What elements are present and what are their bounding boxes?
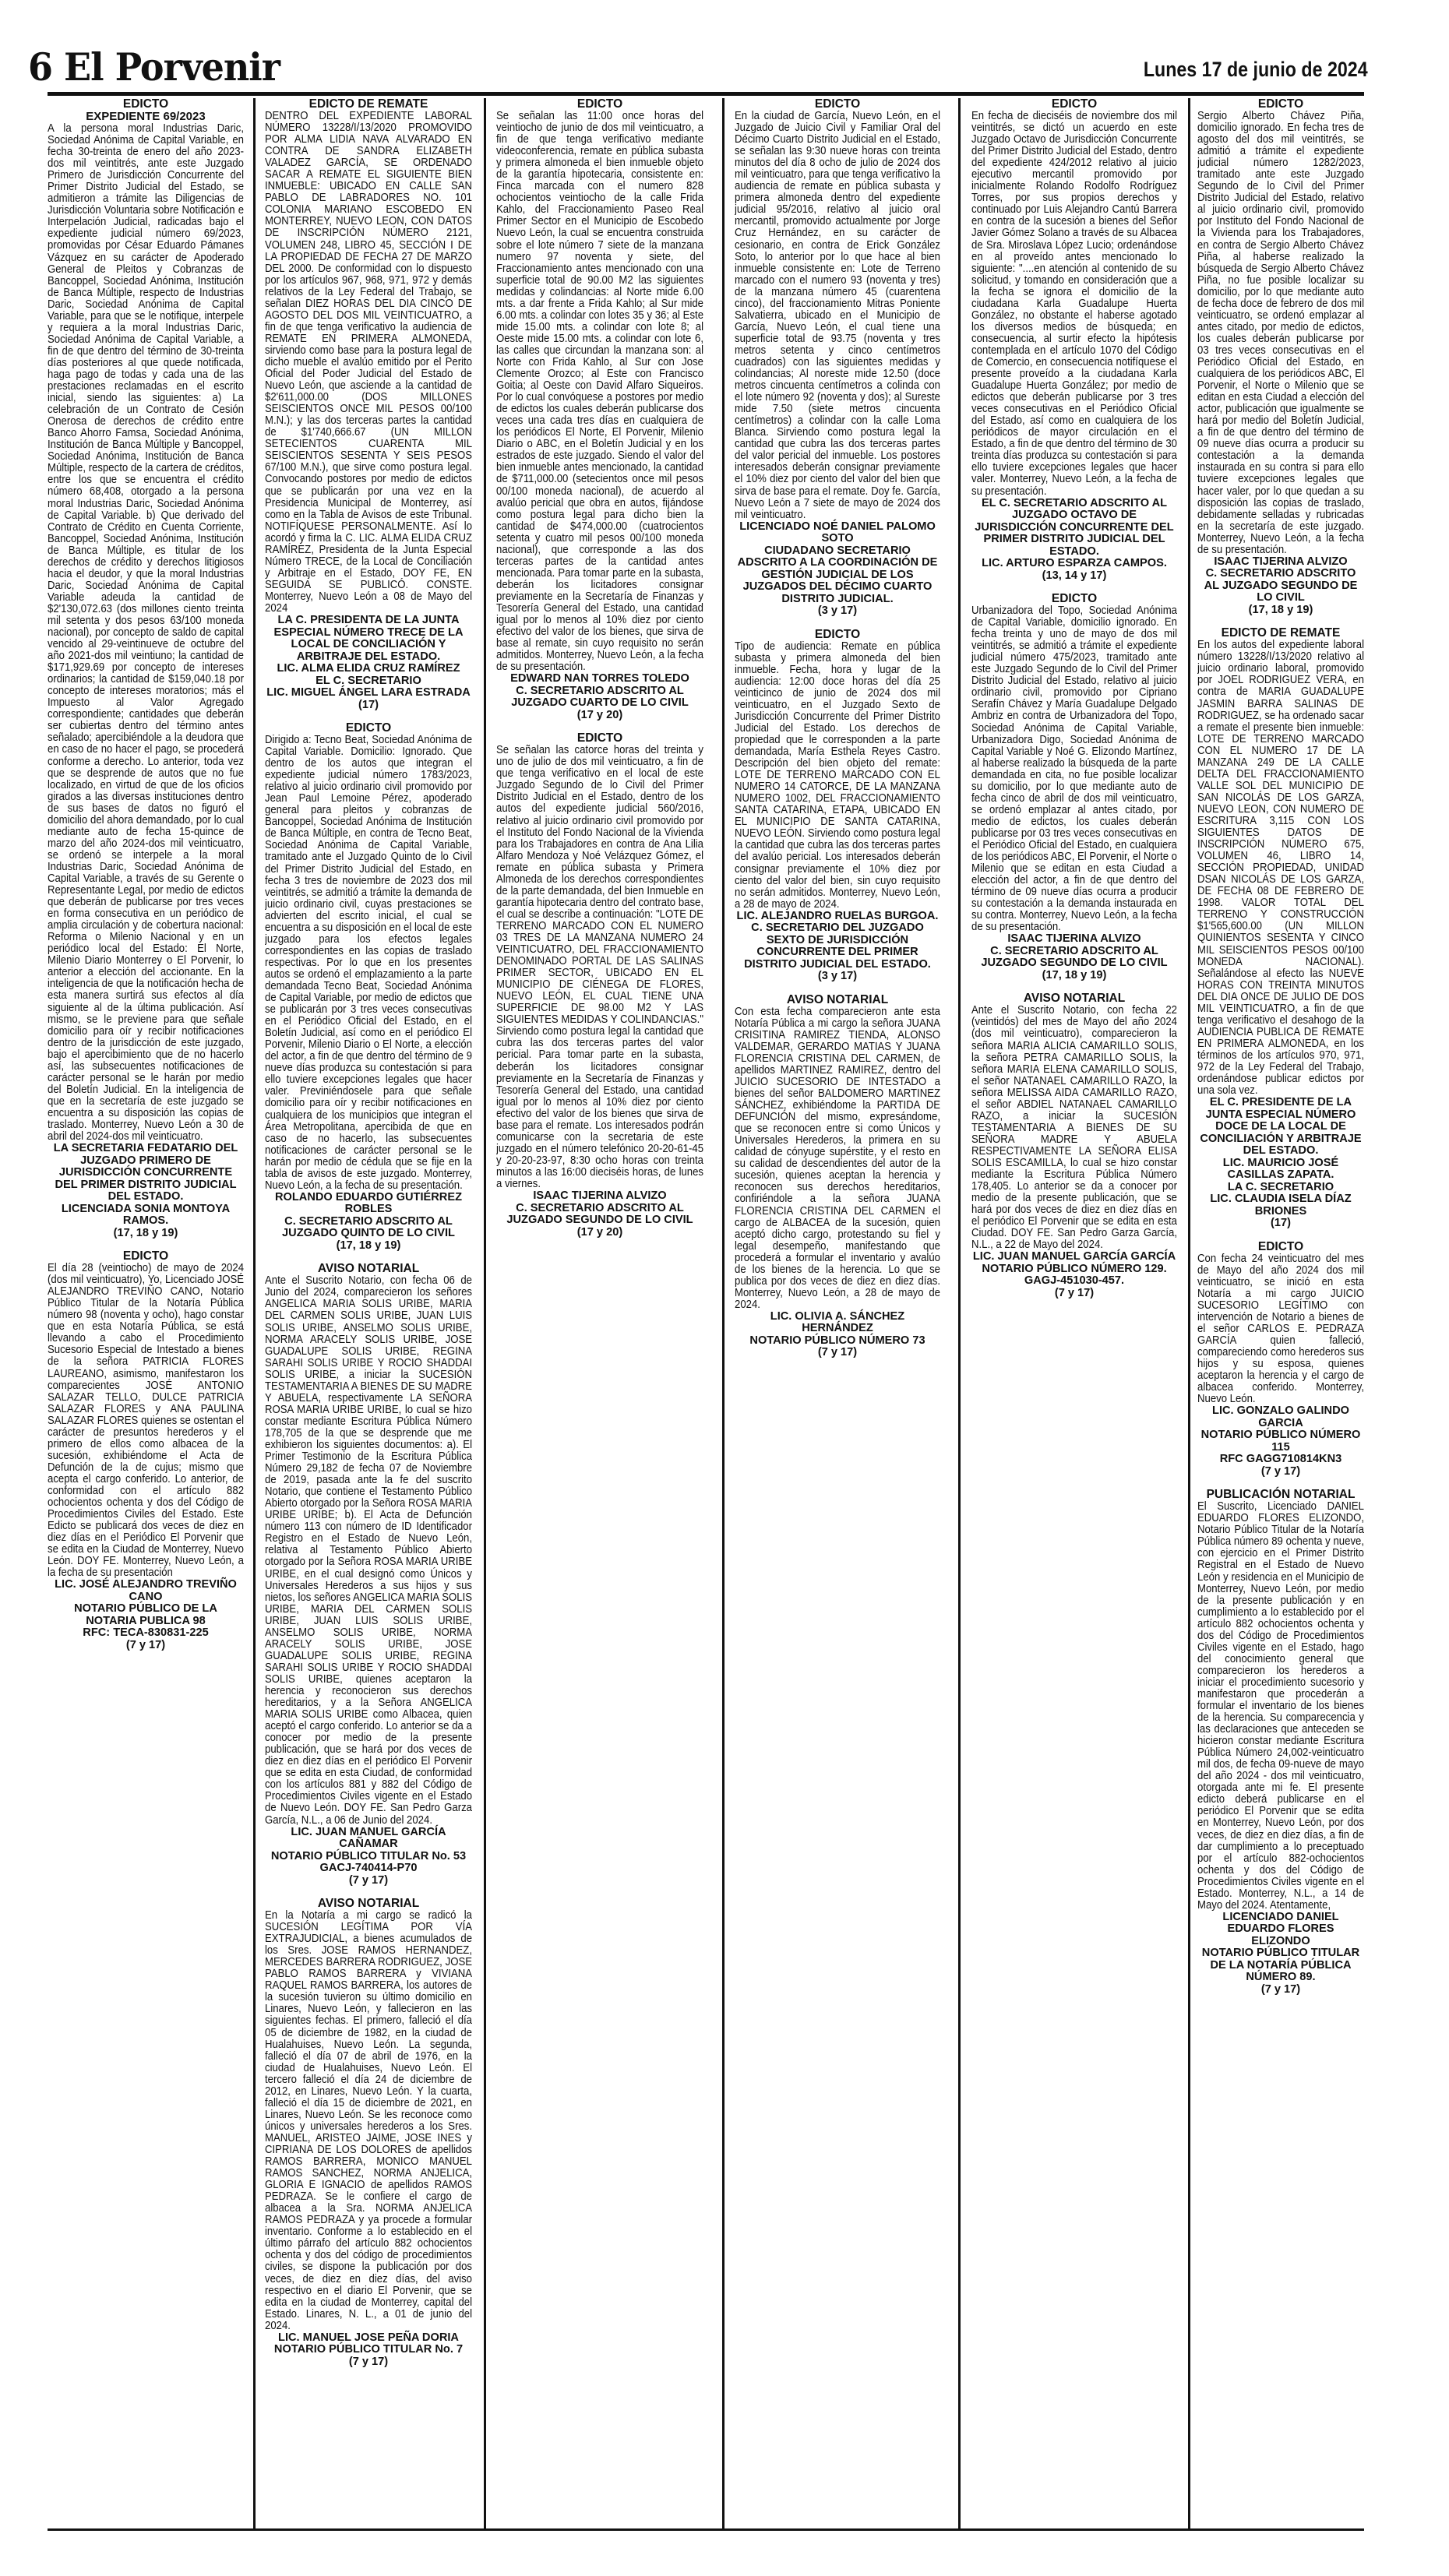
legal-notice <box>1197 98 1364 616</box>
notice-signature-line: C. SECRETARIO DEL JUZGADO SEXTO DE JURISDICCIÓN CONCURRENTE DEL PRIMER DISTRITO JUDICIAL DEL ESTADO. <box>744 922 931 971</box>
publication-dates: (7 y 17) <box>348 1873 389 1887</box>
notice-signature-line: C. SECRETARIO ADSCRITO AL JUZGADO SEGUNDO DE LO CIVIL <box>506 1201 693 1227</box>
publication-dates: (7 y 17) <box>1260 1464 1301 1478</box>
top-rule <box>48 92 1364 96</box>
notice-signature-line: RFC GAGG710814KN3 <box>1219 1453 1342 1466</box>
legal-notice <box>48 1250 244 1651</box>
notice-signature-line: LICENCIADO DANIEL EDUARDO FLORES ELIZONDO <box>1222 1910 1339 1947</box>
publication-dates: (17) <box>358 698 379 711</box>
legal-notice <box>735 994 940 1359</box>
notice-body: A la persona moral Industrias Daric, Sociedad Anónima de Capital Variable, en fecha 30-treinta de enero del año 2023-dos mil veintitrés, ante este Juzgado Primero de Jurisdicción Concurrente del Primer Distrito Judicial del Estado, se admitieron a trámite las Diligencias de Jurisdicción Voluntaria sobre Notificación e Interpelación Judicial, radicadas bajo el expediente judicial número 69/2023, promovidas por César Eduardo Pámanes Vázquez en su carácter de Apoderado General de Pleitos y Cobranzas de Bancoppel, Sociedad Anónima, Institución de Banca Múltiple, respecto de Industrias Daric, Sociedad Anónima de Capital Variable, para que se le notifique, interpele y requiera a la moral Industrias Daric, Sociedad Anónima de Capital Variable, a fin de que dentro del término de 30-treinta días posteriores al que quede notificada, haga pago de todas y cada una de las prestaciones reclamadas en el escrito inicial, siendo las siguientes: a) La celebración de un Contrato de Cesión Onerosa de derechos de crédito entre Banco Ahorro Famsa, Sociedad Anónima, Institución de Banca Múltiple y Bancoppel, Sociedad Anónima, Institución de Banca Múltiple, respecto de la cartera de créditos, entre los que se encuentra el crédito número 68,408, otorgado a la persona moral Industrias Daric, Sociedad Anónima de Capital Variable. b) Que derivado del Contrato de Crédito en Cuenta Corriente, Bancoppel, Sociedad Anónima, Institución de Banca Múltiple, es titular de los derechos de crédito y derechos litigiosos hacia el deudor, y que la moral Industrias Daric, Sociedad Anónima de Capital Variable adeuda la cantidad de $2'130,072.63 (dos millones ciento treinta mil setenta y dos pesos 63/100 moneda nacional), por concepto de saldo de capital vencido al 29-veintinueve de octubre del año 2021-dos mil veintiuno; la cantidad de $171,929.69 por concepto de intereses ordinarios; la cantidad de $159,040.18 por concepto de intereses moratorios; más el Impuesto al Valor Agregado correspondiente; cantidades que deberán ser cubiertas dentro del término antes señalado; apercibiéndole a la deudora que en caso de no hacer el pago, se procederá conforme a derecho. Lo anterior, toda vez que se desprende de autos que no fue localizado, en virtud de que de los oficios girados a las diversas instituciones dentro de sus bases de datos no figuró el domicilio del ahora demandado, por lo cual mediante auto de fecha 15-quince de marzo del año 2024-dos mil veinticuatro, se ordenó se interpele a la moral Industrias Daric, Sociedad Anónima de Capital Variable, a través de su Gerente o Representante Legal, por medio de edictos que deberán de publicarse por tres veces en forma consecutiva en un periódico de amplia circulación y de cobertura nacional: Reforma o Milenio Nacional y en un periódico local del Estado: El Norte, Milenio Diario Monterrey o El Porvenir, lo anterior a elección del accionante. En la inteligencia de que la notificación hecha de esta manera surtirá sus efectos al día siguiente al de la última publicación. Así mismo, se le previene para que señale domicilio para oír y recibir notificaciones dentro de la jurisdicción de este juzgado, bajo el apercibimiento que de no hacerlo así, las subsecuentes notificaciones de carácter personal se le harán por medio del Boletín Judicial. En la inteligencia de que en la secretaría de este juzgado se encuentra a su disposición las copias de traslado. Monterrey, Nuevo León a 30 de abril del 2024-dos mil veinticuatro. <box>48 122 244 1144</box>
notice-title: EDICTO <box>1257 1239 1304 1253</box>
column-3 <box>496 98 703 2527</box>
notice-signature-line: LIC. MAURICIO JOSÉ CASILLAS ZAPATA. <box>1222 1156 1339 1182</box>
legal-notice <box>971 98 1177 582</box>
notice-signature-line: ISAAC TIJERINA ALVIZO <box>1007 932 1141 946</box>
notice-signature-line: NOTARIA PUBLICA 98 <box>86 1614 206 1627</box>
publication-dates: (17) <box>1271 1217 1291 1230</box>
notice-signature-line: LA C. SECRETARIO <box>1227 1180 1334 1193</box>
notice-body: Urbanizadora del Topo, Sociedad Anónima de Capital Variable, domicilio ignorado. En fecha treinta y uno de mayo de dos mil veintitrés, se admitió a trámite el expediente judicial número 475/2023, tramitado ante este Juzgado Segundo de lo Civil del Primer Distrito Judicial del Estado, relativo al juicio ordinario civil, promovido por Cipriano Serafín Chávez y María Guadalupe Delgado Ambriz en contra de Urbanizadora del Topo, Sociedad Anónima de Capital Variable, Urbanizadora Digo, Sociedad Anónima de Capital Variable y Noé G. Elizondo Martínez, al haberse realizado la búsqueda de la parte demandada en cita, no fue posible localizar su domicilio, por lo que mediante auto de fecha cinco de abril de dos mil veinticuatro, se ordenó emplazar al antes citado, por medio de edictos, los cuales deberán publicarse por 03 tres veces consecutivas en el Periódico Oficial del Estado, en cualquiera de los periódicos ABC, El Porvenir, el Norte o Milenio que se editan en esta Ciudad a elección del actor, a fin de que dentro del término de 09 nueve días ocurra a producir su contestación a la demanda instaurada en su contra. Monterrey, Nuevo León, a la fecha de su presentación. <box>971 604 1177 934</box>
notice-title: EDICTO <box>1051 592 1098 606</box>
page-number: 6 <box>28 44 53 90</box>
notice-body: Se señalan las catorce horas del treinta y uno de julio de dos mil veinticuatro, a fin de que tenga verificativo en el local de este Juzgado Segundo de lo Civil del Primer Distrito Judicial en el Estado, dentro de los autos del expediente judicial 560/2016, relativo al juicio ordinario civil promovido por el Instituto del Fondo Nacional de la Vivienda para los Trabajadores en contra de Ana Lilia Alfaro Mendoza y Noé Velázquez Gómez, el remate en pública subasta y Primera Almoneda de los derechos correspondientes de la parte demandada, del bien Inmueble en garantía hipotecaria dentro del contrato base, el cual se describe a continuación: "LOTE DE TERRENO MARCADO CON EL NUMERO 03 TRES DE LA MANZANA NUMERO 24 VEINTICUATRO, DEL FRACCIONAMIENTO DENOMINADO PORTAL DE LAS SALINAS PRIMER SECTOR, UBICADO EN EL MUNICIPIO DE CIÉNEGA DE FLORES, NUEVO LEÓN, EL CUAL TIENE UNA SUPERFICIE DE 98.00 M2 Y LAS SIGUIENTES MEDIDAS Y COLINDANCIAS." Sirviendo como postura legal la cantidad que cubra las dos terceras partes del valor pericial. Para tomar parte en la subasta, deberán los licitadores consignar previamente en la Secretaría de Finanzas y Tesorería General del Estado, una cantidad igual por lo menos al 10% diez por ciento efectivo del valor de los bienes que sirva de base para el remate. Los interesados podrán comunicarse con la secretaria de este juzgado en el número telefónico 20-20-61-45 y 20-20-23-97, 8:30 ocho horas con treinta minutos a las 16:00 dieciséis horas, de lunes a viernes. <box>496 744 703 1190</box>
notice-body: Con fecha 24 veinticuatro del mes de Mayo del año 2024 dos mil veinticuatro, se inició en esta Notaría a mi cargo JUICIO SUCESORIO LEGÍTIMO con intervención de Notario a bienes de el señor CARLOS E. PEDRAZA GARCÍA quien falleció, compareciendo como herederos sus hijos y su esposa, quienes aceptaron la herencia y el cargo de albacea conferido. Monterrey, Nuevo León. <box>1197 1252 1364 1406</box>
notice-signature-line: C. SECRETARIO ADSCRITO AL JUZGADO QUINTO DE LO CIVIL <box>282 1214 455 1240</box>
issue-date: Lunes 17 de junio de 2024 <box>1144 58 1368 81</box>
notice-title: EDICTO <box>122 1249 169 1263</box>
notice-signature-line: NOTARIO PÚBLICO TITULAR No. 7 <box>273 2343 464 2356</box>
notice-signature-line: NOTARIO PÚBLICO NÚMERO 129. <box>982 1262 1167 1275</box>
notice-signature-line: ISAAC TIJERINA ALVIZO <box>1214 555 1348 568</box>
publication-dates: (7 y 17) <box>348 2355 389 2368</box>
legal-notice <box>1197 627 1364 1229</box>
notice-body: En la Notaría a mi cargo se radicó la SUCESIÓN LEGÍTIMA POR VÍA EXTRAJUDICIAL, a bienes acumulados de los Sres. JOSE RAMOS HERNANDEZ, MERCEDES BARRERA RODRIGUEZ, JOSE PABLO RAMOS BARRERA y VIVIANA RAQUEL RAMOS BARRERA, los autores de la sucesión tuvieron su último domicilio en Linares, Nuevo León, y fallecieron en las siguientes fechas. El primero, falleció el día 05 de diciembre de 1982, en la ciudad de Hualahuises, Nuevo León. La segunda, falleció el día 07 de abril de 1976, en la ciudad de Hualahuises, Nuevo León. El tercero falleció el día 24 de diciembre de 2012, en Linares, Nuevo León. Y la cuarta, falleció el día 15 de diciembre de 2021, en Linares, Nuevo León. Se les reconoce como únicos y universales herederos a los Sres. MANUEL, ARISTEO JAIME, JOSE INES y CIPRIANA DE LOS DOLORES de apellidos RAMOS BARRERA, MONICO MANUEL RAMOS SANCHEZ, NORMA ANJELICA, GLORIA E IGNACIO de apellidos RAMOS PEDRAZA. Se le confiere el cargo de albacea a la Sra. NORMA ANJELICA RAMOS PEDRAZA y ya procede a formular inventario. Conforme a lo establecido en el último párrafo del artículo 882 ochocientos ochenta y dos del código de procedimientos civiles, se dispone la publicación por dos veces, de diez en diez días, del aviso respectivo en el diario El Porvenir, que se edita en la ciudad de Monterrey, capital del Estado. Linares, N. L., a 01 de junio del 2024. <box>265 1909 472 2332</box>
notice-signature-line: CIUDADANO SECRETARIO ADSCRITO A LA COORDINACIÓN DE GESTIÓN JUDICIAL DE LOS JUZGADOS DEL DÉCIMO CUARTO DISTRITO JUDICIAL. <box>737 544 938 605</box>
notice-signature-line: NOTARIO PÚBLICO TITULAR DE LA NOTARÍA PÚBLICA NÚMERO 89. <box>1201 1947 1360 1984</box>
notice-signature-line: ROLANDO EDUARDO GUTIÉRREZ ROBLES <box>275 1190 462 1216</box>
notice-signature-line: LIC. MANUEL JOSE PEÑA DORIA <box>278 2331 459 2344</box>
notice-body: DENTRO DEL EXPEDIENTE LABORAL NÚMERO 13228/I/13/2020 PROMOVIDO POR ALMA LIDIA NAVA ALVARADO EN CONTRA DE SANDRA ELIZABETH VALADEZ GARCÍA, SE ORDENADO SACAR A REMATE EL SIGUIENTE BIEN INMUEBLE: UBICADO EN CALLE SAN PABLO DE LABRADORES NO. 101 COLONIA MARIANO ESCOBEDO EN MONTERREY, NUEVO LEON, CON DATOS DE INSCRIPCIÓN NÚMERO 2121, VOLUMEN 248, LIBRO 45, SECCIÓN I DE LA PROPIEDAD DE FECHA 27 DE MARZO DEL 2000. De conformidad con lo dispuesto por los artículos 967, 968, 971, 972 y demás relativos de la Ley Federal del Trabajo, se señalan DIEZ HORAS DEL DIA CINCO DE AGOSTO DEL DOS MIL VEINTICUATRO, a fin de que tenga verificativo la audiencia de REMATE EN PRIMERA ALMONEDA, sirviendo como base para la postura legal de dicho mueble el avalúo emitido por el Perito Oficial del Poder Judicial del Estado de Nuevo León, que asciende a la cantidad de $2'611,000.00 (DOS MILLONES SEISCIENTOS ONCE MIL PESOS 00/100 M.N.); y las dos terceras partes la cantidad de $1'740,666.67 (UN MILLON SETECIENTOS CUARENTA MIL SEISCIENTOS SESENTA Y SEIS PESOS 67/100 M.N.), que sirve como postura legal. Convocando postores por medio de edictos que se publicarán por una vez en la Presidencia Municipal de Monterrey, así como en la Tabla de Avisos de este Tribunal. NOTIFÍQUESE PERSONALMENTE. Así lo acordó y firma la C. LIC. ALMA ELIDA CRUZ RAMÍREZ, Presidenta de la Junta Especial Número TRECE, de la Local de Conciliación y Arbitraje en el Estado, DOY FE, EN SEGUIDA SE PUBLICÓ. CONSTE. Monterrey, Nuevo León a 08 de Mayo del 2024 <box>265 110 472 615</box>
notice-title: EDICTO DE REMATE <box>1221 626 1341 640</box>
notice-title: AVISO NOTARIAL <box>317 1262 420 1276</box>
notice-title: AVISO NOTARIAL <box>786 992 889 1006</box>
notice-body: En la ciudad de García, Nuevo León, en el Juzgado de Juicio Civil y Familiar Oral del Décimo Cuarto Distrito Judicial en el Estado, se señalan las 9:30 nueve horas con treinta minutos del día 8 ocho de julio de 2024 dos mil veinticuatro, para que tenga verificativo la audiencia de remate en pública subasta y primera almoneda dentro del expediente judicial 95/2016, relativo al juicio oral mercantil, promovido actualmente por Jorge Cruz Hernández, en su carácter de cesionario, en contra de Erick González Soto, lo anterior por lo que hace al bien inmueble consistente en: Lote de Terreno marcado con el numero 93 (noventa y tres) de la manzana número 45 (cuarentena cinco), del fraccionamiento Mitras Poniente Salvatierra, ubicado en el Municipio de García, Nuevo León, el cual tiene una superficie total de 93.75 (noventa y tres metros setenta y cinco centímetros cuadrados) con las siguientes medidas y colindancias; Al noreste mide 12.50 (doce metros cincuenta centímetros a colinda con el lote número 92 (noventa y dos); al Sureste mide 7.50 (siete metros cincuenta centímetros) a colindar con la calle Loma Blanca. Sirviendo como postura legal la cantidad que cubra las dos terceras partes del valor pericial del inmueble. Los postores interesados deberán consignar previamente el 10% diez por ciento del valor del bien que sirva de base para el remate. Doy fe. García, Nuevo León a 7 siete de mayo de 2024 dos mil veinticuatro. <box>735 110 940 521</box>
notice-body: Con esta fecha comparecieron ante esta Notaría Pública a mi cargo la señora JUANA CRISITINA RAMIREZ TIENDA, ALONSO VALDEMAR, GERARDO MATIAS Y JUANA FLORENCIA CRISTINA DEL CARMEN, de apellidos MARTINEZ RAMIREZ, dentro del JUICIO SUCESORIO DE INTESTADO a bienes del señor BALDOMERO MARTINEZ SÁNCHEZ, exhibiéndome la PARTIDA DE DEFUNCIÓN del mismo, expresándome, que se reconocen entre si como Únicos y Universales Herederos, la primera en su calidad de cónyuge supérstite, y el resto en su calidad de descendientes del autor de la sucesión, quienes aceptan la herencia y reconocen sus derechos hereditarios, confiriéndole a la señora JUANA FLORENCIA CRISTINA DEL CARMEN el cargo de ALBACEA de la sucesión, quien aceptó dicho cargo, protestando su fiel y legal desempeño, manifestando que procederá a formular el inventario y avalúo de los bienes de la herencia. Lo que se publica por dos veces de diez en diez días. Monterrey, Nuevo León, a 28 de mayo de 2024. <box>735 1005 940 1311</box>
notice-title: EDICTO <box>576 98 623 111</box>
legal-notice <box>265 722 472 1252</box>
notice-signature-line: LIC. JUAN MANUEL GARCÍA CAÑAMAR <box>291 1825 446 1851</box>
notice-title: AVISO NOTARIAL <box>317 1897 420 1911</box>
publication-dates: (17 y 20) <box>576 708 623 721</box>
notice-title: EDICTO <box>814 98 861 111</box>
notice-title: EDICTO <box>1257 98 1304 111</box>
paper-name: El Porvenir <box>64 44 280 90</box>
notice-title: EDICTO <box>814 627 861 641</box>
notice-signature-line: NOTARIO PÚBLICO NÚMERO 115 <box>1200 1429 1361 1454</box>
notice-signature-line: GACJ-740414-P70 <box>319 1862 418 1875</box>
column-5 <box>971 98 1177 2527</box>
legal-notice <box>971 593 1177 981</box>
notice-signature-line: LIC. OLIVIA A. SÁNCHEZ HERNÁNDEZ <box>770 1309 905 1335</box>
notice-signature-line: GAGJ-451030-457. <box>1024 1274 1125 1288</box>
publication-dates: (17, 18 y 19) <box>113 1226 178 1239</box>
legal-notice <box>496 732 703 1239</box>
notice-signature-line: ISAAC TIJERINA ALVIZO <box>533 1189 667 1203</box>
notice-signature-line: LIC. GONZALO GALINDO GARCIA <box>1212 1404 1349 1429</box>
notice-body: Dirigido a: Tecno Beat, Sociedad Anónima de Capital Variable. Domicilio: Ignorado. Que dentro de los autos que integran el expediente judicial número 1783/2023, relativo al juicio ordinario civil promovido por Jean Paul Lemoine Pérez, apoderado general para pleitos y cobranzas de Bancoppel, Sociedad Anónima de Institución de Banca Múltiple, en contra de Tecno Beat, Sociedad Anónima de Capital Variable, tramitado ante el Juzgado Quinto de lo Civil del Primer Distrito Judicial del Estado, en fecha 3 tres de noviembre de 2023 dos mil veintitrés, se admitió a trámite la demanda de juicio ordinario civil, cuyas prestaciones se advierten del escrito inicial, el cual se encuentra a su disposición en el local de este juzgado para los efectos legales correspondientes en las copias de traslado respectivas. Por lo que en los presentes autos se ordenó el emplazamiento a la parte demandada Tecno Beat, Sociedad Anónima de Capital Variable, por medio de edictos que se publicarán por 3 tres veces consecutivas en el Periódico Oficial del Estado, en el Boletín Judicial, así como en el periódico El Porvenir, Milenio Diario o El Norte, a elección del actor, a fin de que dentro del término de 9 nueve días produzca su contestación si para ello tuviere excepciones legales que hacer valer. Previniéndosele para que señale domicilio para oír y recibir notificaciones en cualquiera de los municipios que integran el Área Metropolitana, apercibida de que en caso de no hacerlo, las subsecuentes notificaciones de carácter personal se le harán por medio de cédula que se fije en la tabla de avisos de este juzgado. Monterrey, Nuevo León, a la fecha de su presentación. <box>265 734 472 1192</box>
notice-subtitle: EXPEDIENTE 69/2023 <box>86 110 206 123</box>
publication-dates: (13, 14 y 17) <box>1042 569 1107 582</box>
column-divider <box>958 98 961 2530</box>
legal-notice <box>496 98 703 721</box>
notice-body: Sergio Alberto Chávez Piña, domicilio ignorado. En fecha tres de agosto del dos mil veintitrés, se admitió a trámite el expediente judicial número 1282/2023, tramitado ante este Juzgado Segundo de lo Civil del Primer Distrito Judicial del Estado, relativo al juicio ordinario civil, promovido por Instituto del Fondo Nacional de la Vivienda para los Trabajadores, en contra de Sergio Alberto Chávez Piña, al haberse realizado la búsqueda de Sergio Alberto Chávez Piña, no fue posible localizar su domicilio, por lo que mediante auto de fecha doce de febrero de dos mil veinticuatro, se ordenó emplazar al antes citado, por medio de edictos, los cuales deberán publicarse por 03 tres veces consecutivas en el Periódico Oficial del Estado, en cualquiera de los periódicos ABC, El Porvenir, el Norte o Milenio que se editan en esta Ciudad a elección del actor, publicación que igualmente se hará por medio del Boletín Judicial, a fin de que dentro del término de 09 nueve días ocurra a producir su contestación a la demanda instaurada en su contra si para ello tuviere excepciones legales que hacer valer, por lo que quedan a su disposición las copias de traslado, debidamente selladas y rubricadas en la secretaría de este juzgado. Monterrey, Nuevo León, a la fecha de su presentación. <box>1197 110 1364 556</box>
notice-body: Se señalan las 11:00 once horas del veintiocho de junio de dos mil veinticuatro, a fin de que tenga verificativo mediante videoconferencia, remate en pública subasta y primera almoneda el bien inmueble objeto de la garantía hipotecaria, consistente en: Finca marcada con el numero 828 ochocientos veintiocho de la calle Frida Kahlo, del Fraccionamiento Paseo Real Primer Sector en el Municipio de Escobedo Nuevo León, la cual se encuentra construida sobre el lote número 7 siete de la manzana numero 97 noventa y siete, del Fraccionamiento antes mencionado con una superficie total de 90.00 M2 las siguientes medidas y colindancias: al Norte mide 6.00 mts. a dar frente a Frida Kahlo; al Sur mide 6.00 mts. a colindar con lotes 35 y 36; al Este mide 15.00 mts. a colindar con lote 8; al Oeste mide 15.00 mts. a colindar con lote 6, las calles que circundan la manzana son: al Norte con Frida Kahlo, al Sur con Jose Clemente Orozco; al Este con Francisco Goitia; al Oeste con David Alfaro Siqueiros. Por lo cual convóquese a postores por medio de edictos los cuales deberán publicarse dos veces una cada tres días en cualquiera de los periódicos El Norte, El Porvenir, Milenio Diario o ABC, en el Boletín Judicial y en los estrados de este juzgado. Siendo el valor del bien inmueble antes mencionado, la cantidad de $711,000.00 (setecientos once mil pesos 00/100 moneda nacional), de acuerdo al avalúo pericial que obra en autos, fijándose como postura legal para dicho bien la cantidad de $474,000.00 (cuatrocientos setenta y cuatro mil pesos 00/100 moneda nacional), que corresponde a las dos terceras partes de la cantidad antes mencionada. Para tomar parte en la subasta, deberán los licitadores consignar previamente en la Secretaría de Finanzas y Tesorería General del Estado, una cantidad igual por lo menos al 10% diez por ciento efectivo del valor de los bienes, que sirva de base al remate, sin cuyo requisito no serán admitidos. Monterrey, Nuevo León, a la fecha de su presentación. <box>496 110 703 674</box>
publication-dates: (17, 18 y 19) <box>1042 968 1107 981</box>
notice-signature-line: LIC. JOSÉ ALEJANDRO TREVIÑO CANO <box>55 1578 237 1603</box>
notice-signature-line: EDWARD NAN TORRES TOLEDO <box>510 672 689 685</box>
notice-title: PUBLICACIÓN NOTARIAL <box>1206 1488 1356 1502</box>
notice-title: EDICTO <box>345 721 392 735</box>
notice-signature-line: LA SECRETARIA FEDATARIO DEL JUZGADO PRIMERO DE JURISDICCIÓN CONCURRENTE DEL PRIMER DISTRITO JUDICIAL DEL ESTADO. <box>53 1142 238 1203</box>
legal-notice <box>735 98 940 618</box>
notice-signature-line: EL C. SECRETARIO ADSCRITO AL JUZGADO OCTAVO DE JURISDICCIÓN CONCURRENTE DEL PRIMER DISTRITO JUDICIAL DEL ESTADO. <box>975 496 1174 558</box>
masthead <box>28 44 1368 90</box>
legal-notice <box>265 1898 472 2368</box>
paper-title <box>28 44 280 90</box>
notice-body: En los autos del expediente laboral número 13228/I/13/2020 relativo al juicio ordinario laboral, promovido por JOEL RODRIGUEZ VERA, en contra de MARIA GUADALUPE JASMIN BARRA SALINAS DE RODRIGUEZ, se ha ordenado sacar a remate el presente bien inmueble: LOTE DE TERRENO MARCADO CON EL NUMERO 17 DE LA MANZANA 249 DE LA CALLE DELTA DEL FRACCIONAMIENTO VALLE SOL DEL MUNICIPIO DE SAN NICOLÁS DE LOS GARZA, NUEVO LEON, CON NUMERO DE ESCRITURA 3,115 CON LOS SIGUIENTES DATOS DE INSCRIPCIÓN NÚMERO 675, VOLUMEN 46, LIBRO 14, SECCIÓN PROPIEDAD, UNIDAD DSAN NICOLÁS DE LOS GARZA, DE FECHA 08 DE FEBRERO DE 1998. VALOR TOTAL DEL TERRENO Y CONSTRUCCIÓN $1'565,600.00 (UN MILLON QUINIENTOS SESENTA Y CINCO MIL SEISCIENTOS PESOS 00/100 MONEDA NACIONAL). Señalándose al efecto las NUEVE HORAS CON TREINTA MINUTOS DEL DIA ONCE DE JULIO DE DOS MIL VEINTICUATRO, a fin de que tenga verificativo el desahogo de la AUDIENCIA PUBLICA DE REMATE EN PRIMERA ALMONEDA, en los términos de los artículos 970, 971, 972 de la Ley Federal del Trabajo, ordenándose publicar edictos por una sola vez. <box>1197 639 1364 1098</box>
column-divider <box>1188 98 1190 2530</box>
column-6 <box>1197 98 1364 2527</box>
column-2 <box>265 98 472 2527</box>
publication-dates: (7 y 17) <box>1054 1286 1095 1299</box>
notice-signature-line: EL C. SECRETARIO <box>316 674 421 687</box>
notice-signature-line: LIC. JUAN MANUEL GARCÍA GARCÍA <box>972 1250 1176 1263</box>
notice-signature-line: LIC. ALMA ELIDA CRUZ RAMÍREZ <box>277 662 460 675</box>
notice-signature-line: LIC. CLAUDIA ISELA DÍAZ BRIONES <box>1210 1193 1352 1218</box>
notice-title: EDICTO <box>122 98 169 111</box>
column-divider <box>722 98 724 2530</box>
publication-dates: (7 y 17) <box>817 1346 858 1359</box>
notice-title: EDICTO DE REMATE <box>308 98 428 111</box>
notice-signature-line: NOTARIO PÚBLICO DE LA <box>74 1602 217 1616</box>
notice-signature-line: LIC. ALEJANDRO RUELAS BURGOA. <box>736 909 939 922</box>
notice-signature-line: NOTARIO PÚBLICO TITULAR No. 53 <box>270 1849 467 1862</box>
legal-notice <box>265 98 472 711</box>
notice-signature-line: NOTARIO PÚBLICO NÚMERO 73 <box>749 1334 925 1347</box>
notice-body: Ante el Suscrito Notario, con fecha 22 (veintidós) del mes de Mayo del año 2024 (dos mil veinticuatro), comparecieron la señora MARIA ALICIA CAMARILLO SOLIS, la señora PETRA CAMARILLO SOLIS, la señora MARIA ELENA CAMARILLO SOLIS, el señor NATANAEL CAMARILLO RAZO, la señora MELISSA AIDA CAMARILLO RAZO, el señor ABDIEL NATANAEL CAMARILLO RAZO, a iniciar la SUCESIÓN TESTAMENTARIA A BIENES DE SU SEÑORA MADRE Y ABUELA RESPECTIVAMENTE LA SEÑORA ELISA SOLIS ESCAMILLA, lo cual se hizo constar mediante la Escritura Pública Número 178,405. Lo anterior se da a conocer por medio de la presente publicación, que se hará por dos veces de diez en diez días en el periódico El Porvenir que se edita en esta Ciudad. DOY FE. San Pedro Garza García, N.L., a 22 de Mayo del 2024. <box>971 1004 1177 1252</box>
notice-body: Tipo de audiencia: Remate en pública subasta y primera almoneda del bien inmueble. Fecha, hora y lugar de la audiencia: 12:00 doce horas del día 25 veinticinco de junio de 2024 dos mil veinticuatro, en el Juzgado Sexto de Jurisdicción Concurrente del Primer Distrito Judicial del Estado. Los derechos de propiedad que le corresponden a la parte demandada, María Esthela Reyes Castro. Descripción del bien objeto del remate: LOTE DE TERRENO MARCADO CON EL NUMERO 14 CATORCE, DE LA MANZANA NUMERO 1002, DEL FRACCIONAMIENTO SANTA CATARINA, ETAPA, UBICADO EN EL MUNICIPIO DE SANTA CATARINA, NUEVO LEÓN. Sirviendo como postura legal la cantidad que cubra las dos terceras partes del avalúo pericial. Los interesados deberán consignar previamente el 10% diez por ciento del valor del bien, sin cuyo requisito no serán admitidos. Monterrey, Nuevo León, a 28 de mayo de 2024. <box>735 640 940 911</box>
publication-dates: (3 y 17) <box>817 604 858 618</box>
column-divider <box>484 98 486 2530</box>
notice-body: El día 28 (veintiocho) de mayo de 2024 (dos mil veinticuatro), Yo, Licenciado JOSÉ ALEJANDRO TREVIÑO CANO, Notario Público Titular de la Notaría Pública número 98 (noventa y ocho), hago constar que en esta Notaría Pública, se está llevando a cabo el Procedimiento Sucesorio Especial de Intestado a bienes de la señora PATRICIA FLORES LAUREANO, asimismo, manifestaron los comparecientes JOSÉ ANTONIO SALAZAR TELLO, DULCE PATRICIA SALAZAR FLORES y ANA PAULINA SALAZAR FLORES quienes se ostentan el carácter de presuntos herederos y el primero de ellos como albacea de la sucesión, exhibiéndome el Acta de Defunción de la de cujus; mismo que acepta el cargo conferido. Lo anterior, de conformidad con el artículo 882 ochocientos ochenta y dos del Código de Procedimientos Civiles del Estado. Este Edicto se publicará dos veces de diez en diez días en el Periódico El Porvenir que se edita en la Ciudad de Monterrey, Nuevo León. DOY FE. Monterrey, Nuevo León, a la fecha de su presentación <box>48 1262 244 1580</box>
notice-signature-line: LA C. PRESIDENTA DE LA JUNTA ESPECIAL NÚMERO TRECE DE LA LOCAL DE CONCILIACIÓN Y ARBITRAJE DEL ESTADO. <box>273 614 464 663</box>
notice-body: El Suscrito, Licenciado DANIEL EDUARDO FLORES ELIZONDO, Notario Público Titular de la Notaría Pública número 89 ochenta y nueve, con ejercicio en el Primer Distrito Registral en el Estado de Nuevo León y residencia en el Municipio de Monterrey, Nuevo León, por medio de la presente publicación y en cumplimiento a lo establecido por el artículo 882 ochocientos ochenta y dos del Código de Procedimientos Civiles vigente en el Estado, hago del conocimiento general que comparecieron los herederos a iniciar el procedimiento sucesorio y manifestaron que procederán a formular el inventario de los bienes de la herencia. Su comparecencia y las declaraciones que anteceden se hicieron constar mediante Escritura Pública Número 24,002-veinticuatro mil dos, de fecha 09-nueve de mayo del año 2024 - dos mil veinticuatro, otorgada ante mi fe. El presente edicto deberá publicarse en el periódico El Porvenir que se edita en Monterrey, Nuevo León, por dos veces, de diez en diez días, a fin de dar cumplimiento a lo preceptuado por el artículo 882-ochocientos ochenta y dos del Código de Procedimientos Civiles vigente en el Estado. Monterrey, N.L., a 14 de Mayo del 2024. Atentamente, <box>1197 1500 1364 1912</box>
publication-dates: (7 y 17) <box>1260 1982 1301 1996</box>
notice-signature-line: LIC. ARTURO ESPARZA CAMPOS. <box>982 557 1167 570</box>
legal-notice <box>735 629 940 983</box>
legal-notice <box>1197 1489 1364 1996</box>
bottom-rule <box>48 2528 1364 2531</box>
notice-title: EDICTO <box>576 731 623 745</box>
notice-signature-line: LIC. MIGUEL ÁNGEL LARA ESTRADA <box>266 686 471 700</box>
notice-signature-line: EL C. PRESIDENTE DE LA JUNTA ESPECIAL NÚMERO DOCE DE LA LOCAL DE CONCILIACIÓN Y ARBITRAJE DEL ESTADO. <box>1200 1096 1362 1158</box>
legal-notice <box>265 1263 472 1887</box>
publication-dates: (3 y 17) <box>817 970 858 983</box>
notice-signature-line: C. SECRETARIO ADSCRITO AL JUZGADO CUARTO DE LO CIVIL <box>511 684 689 710</box>
legal-notice <box>48 98 244 1239</box>
publication-dates: (17, 18 y 19) <box>336 1239 401 1252</box>
column-4 <box>735 98 940 2527</box>
notice-title: EDICTO <box>1051 98 1098 111</box>
notice-body: Ante el Suscrito Notario, con fecha 06 de Junio del 2024, comparecieron los señores ANGELICA MARIA SOLIS URIBE, MARIA DEL CARMEN SOLIS URIBE, JUAN LUIS SOLIS URIBE, ANSELMO SOLIS URIBE, NORMA ARACELY SOLIS URIBE, JOSE GUADALUPE SOLIS URIBE, REGINA SARAHI SOLIS URIBE Y ROCIO SHADDAI SOLIS URIBE, a iniciar la SUCESIÓN TESTAMENTARIA A BIENES DE SU MADRE Y ABUELA, respectivamente LA SEÑORA ROSA MARIA URIBE URIBE, lo cual se hizo constar mediante Escritura Pública Número 178,705 de la que se desprende que me exhibieron los siguientes documentos: a). El Primer Testimonio de la Escritura Pública Número 29,182 de fecha 07 de Noviembre de 2019, pasada ante la fe del suscrito Notario, que contiene el Testamento Público Abierto otorgado por la Señora ROSA MARIA URIBE URIBE; b). El Acta de Defunción número 113 con número de ID Identificador Registro en el Estado de Nuevo León, relativa al Testamento Público Abierto otorgado por la Señora ROSA MARIA URIBE URIBE, en el cual designó como Únicos y Universales Herederos a sus hijos y sus nietos, los señores ANGELICA MARIA SOLIS URIBE, MARIA DEL CARMEN SOLIS URIBE, JUAN LUIS SOLIS URIBE, ANSELMO SOLIS URIBE, NORMA ARACELY SOLIS URIBE, JOSE GUADALUPE SOLIS URIBE, REGINA SARAHI SOLIS URIBE Y ROCIO SHADDAI SOLIS URIBE, quienes aceptaron la herencia y reconocieron sus derechos hereditarios, y a la Señora ANGELICA MARIA SOLIS URIBE como Albacea, quien aceptó el cargo conferido. Lo anterior se da a conocer por medio de la presente publicación, que se hará por dos veces de diez en diez días en el periódico El Porvenir que se edita en esta Ciudad, de conformidad con los artículos 881 y 882 del Código de Procedimientos Civiles vigente en el Estado de Nuevo León. DOY FE. San Pedro Garza García, N.L., a 06 de Junio del 2024. <box>265 1274 472 1827</box>
publication-dates: (7 y 17) <box>125 1638 166 1651</box>
legal-notice <box>971 992 1177 1299</box>
notice-signature-line: LICENCIADO NOÉ DANIEL PALOMO SOTO <box>739 520 936 545</box>
notice-signature-line: RFC: TECA-830831-225 <box>83 1626 209 1640</box>
notice-signature-line: C. SECRETARIO ADSCRITO AL JUZGADO SEGUNDO DE LO CIVIL <box>1204 567 1358 604</box>
legal-notice <box>1197 1241 1364 1478</box>
column-divider <box>253 98 256 2530</box>
notice-body: En fecha de dieciséis de noviembre dos mil veintitrés, se dictó un acuerdo en este Juzgado Octavo de Jurisdicción Concurrente del Primer Distrito Judicial del Estado, dentro del expediente 424/2012 relativo al juicio ejecutivo mercantil promovido por inicialmente Rolando Rodolfo Rodríguez Torres, por sus propios derechos y continuado por Luis Alejandro Cantú Barrera en contra de la sucesión a bienes del Señor Javier Gómez Solano a través de su Albacea de Sra. Miroslava López Lucio; ordenándose en al proveído antes mencionado lo siguiente: "....en atención al contenido de su solicitud, y tomando en consideración que a la fecha se ignora el domicilio de la ciudadana Karla Guadalupe Huerta González, no obstante el haberse agotado los diversos medios de búsqueda; en consecuencia, al surtir efecto la hipótesis contemplada en el artículo 1070 del Código de Comercio, en consecuencia notifíquese el presente proveído a la ciudadana Karla Guadalupe Huerta González; por medio de edictos que deberán publicarse por 3 tres veces consecutivas en el Periódico Oficial del Estado, así como en cualquiera de los periódicos de mayor circulación en el Estado, a fin de que dentro del término de 30 treinta días produzca su contestación si para ello tuviere excepciones legales que hacer valer. Monterrey, Nuevo León, a la fecha de su presentación. <box>971 110 1177 498</box>
publication-dates: (17, 18 y 19) <box>1248 603 1313 616</box>
notice-signature-line: C. SECRETARIO ADSCRITO AL JUZGADO SEGUNDO DE LO CIVIL <box>981 944 1168 970</box>
column-1 <box>48 98 244 2527</box>
publication-dates: (17 y 20) <box>576 1225 623 1239</box>
notice-signature-line: LICENCIADA SONIA MONTOYA RAMOS. <box>61 1202 231 1228</box>
notice-title: AVISO NOTARIAL <box>1023 992 1126 1006</box>
